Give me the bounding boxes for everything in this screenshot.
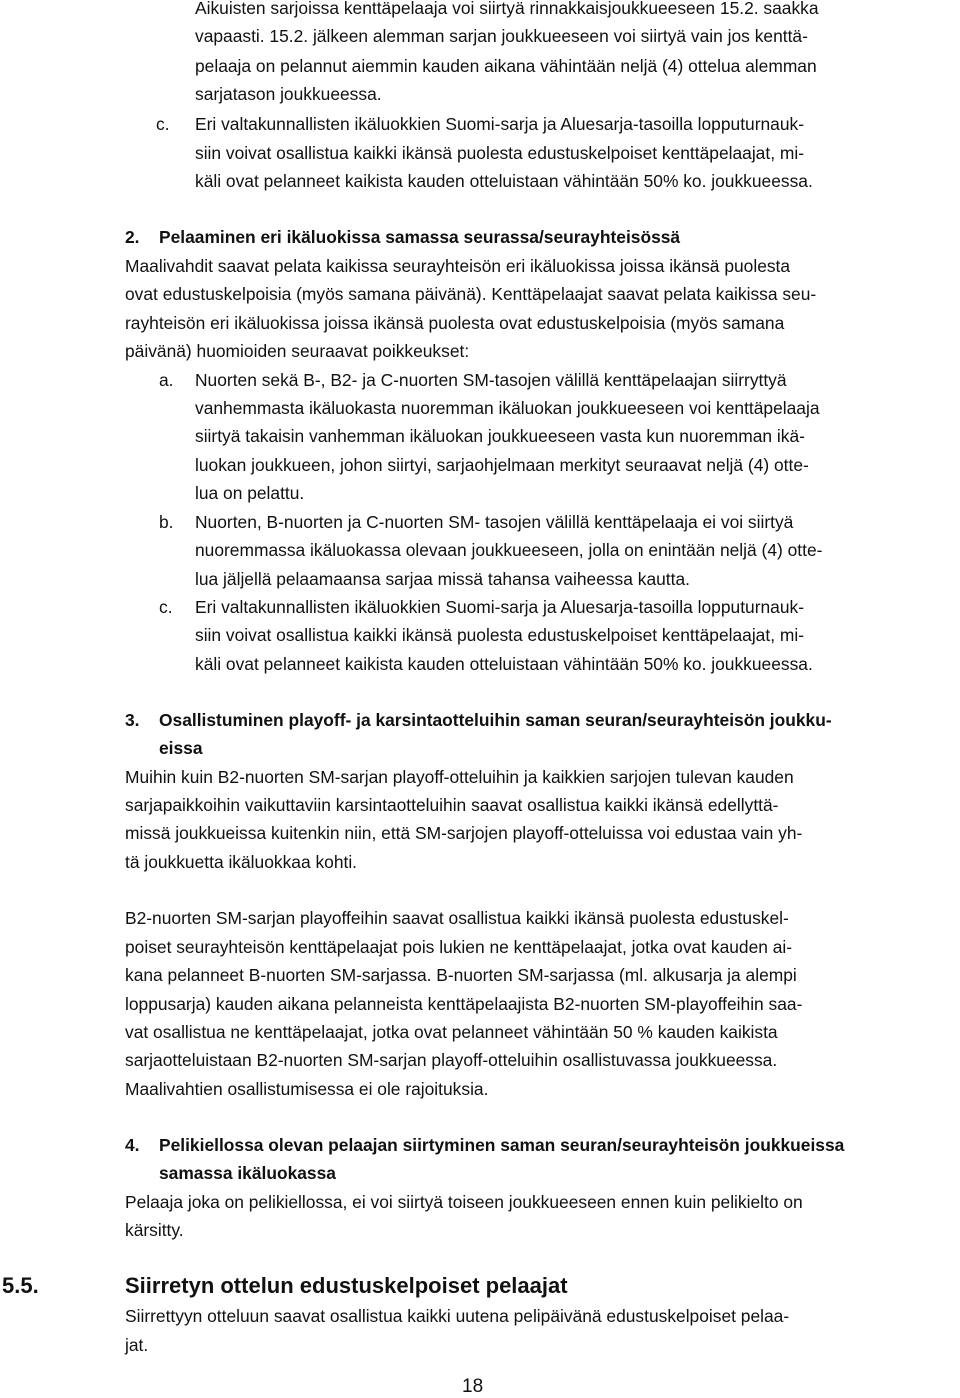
section-heading: Siirretyn ottelun edustuskelpoiset pelaajat	[125, 1273, 568, 1298]
text-line: Eri valtakunnallisten ikäluokkien Suomi-sarja ja Aluesarja-tasoilla lopputurnauk-	[195, 597, 804, 617]
text-line: Maalivahtien osallistumisessa ei ole rajoituksia.	[125, 1079, 489, 1099]
list-marker-b: b.	[159, 512, 174, 532]
text-line: tä joukkuetta ikäluokkaa kohti.	[125, 852, 358, 872]
text-line: siin voivat osallistua kaikki ikänsä puolesta edustuskelpoiset kenttäpelaajat, mi-	[195, 143, 804, 163]
list-marker-a: a.	[159, 370, 174, 390]
text-line: siirtyä takaisin vanhemman ikäluokan joukkueeseen vasta kun nuoremman ikä-	[195, 426, 805, 446]
text-line: sarjatason joukkueessa.	[195, 84, 382, 104]
text-line: Aikuisten sarjoissa kenttäpelaaja voi siirtyä rinnakkaisjoukkueeseen 15.2. saakka	[195, 0, 819, 18]
section-heading: samassa ikäluokassa	[159, 1163, 336, 1183]
text-line: lua jäljellä pelaamaansa sarjaa missä tahansa vaiheessa kautta.	[195, 569, 690, 589]
text-line: jat.	[125, 1335, 149, 1355]
section-number: 2.	[125, 227, 140, 247]
list-marker-c: c.	[156, 114, 170, 134]
text-line: luokan joukkueen, johon siirtyi, sarjaohjelmaan merkityt seuraavat neljä (4) otte-	[195, 455, 809, 475]
section-heading: Pelikiellossa olevan pelaajan siirtyminen saman seuran/seurayhteisön joukkueissa	[159, 1135, 845, 1155]
text-line: Maalivahdit saavat pelata kaikissa seurayhteisön eri ikäluokissa joissa ikänsä puolesta	[125, 256, 791, 276]
text-line: kärsitty.	[125, 1220, 184, 1240]
text-line: poiset seurayhteisön kenttäpelaajat pois lukien ne kenttäpelaajat, jotka ovat kauden ai-	[125, 937, 793, 957]
text-line: siin voivat osallistua kaikki ikänsä puolesta edustuskelpoiset kenttäpelaajat, mi-	[195, 625, 804, 645]
text-line: Pelaaja joka on pelikiellossa, ei voi siirtyä toiseen joukkueeseen ennen kuin pelikielto on	[125, 1192, 803, 1212]
list-marker-c: c.	[159, 597, 173, 617]
text-line: sarjaotteluistaan B2-nuorten SM-sarjan playoff-otteluihin osallistuvassa joukkueessa.	[125, 1050, 778, 1070]
text-line: vat osallistua ne kenttäpelaajat, jotka ovat pelanneet vähintään 50 % kauden kaikista	[125, 1022, 778, 1042]
text-line: nuoremmassa ikäluokassa olevaan joukkueeseen, jolla on enintään neljä (4) otte-	[195, 540, 823, 560]
text-line: Muihin kuin B2-nuorten SM-sarjan playoff-otteluihin ja kaikkien sarjojen tulevan kauden	[125, 767, 794, 787]
text-line: B2-nuorten SM-sarjan playoffeihin saavat osallistua kaikki ikänsä puolesta edustuskel-	[125, 908, 789, 928]
text-line: vanhemmasta ikäluokasta nuoremman ikäluokan joukkueeseen voi kenttäpelaaja	[195, 398, 820, 418]
text-line: käli ovat pelanneet kaikista kauden otteluistaan vähintään 50% ko. joukkueessa.	[195, 171, 813, 191]
page-number: 18	[462, 1376, 484, 1397]
text-line: loppusarja) kauden aikana pelanneista kenttäpelaajista B2-nuorten SM-playoffeihin saa-	[125, 994, 803, 1014]
text-line: käli ovat pelanneet kaikista kauden otteluistaan vähintään 50% ko. joukkueessa.	[195, 654, 813, 674]
text-line: Eri valtakunnallisten ikäluokkien Suomi-sarja ja Aluesarja-tasoilla lopputurnauk-	[195, 114, 804, 134]
section-number: 5.5.	[2, 1273, 39, 1298]
text-line: pelaaja on pelannut aiemmin kauden aikana vähintään neljä (4) ottelua alemman	[195, 56, 817, 76]
text-line: päivänä) huomioiden seuraavat poikkeukset:	[125, 341, 470, 361]
section-heading: Pelaaminen eri ikäluokissa samassa seurassa/seurayhteisössä	[159, 227, 681, 247]
text-line: rayhteisön eri ikäluokissa joissa ikänsä puolesta ovat edustuskelpoisia (myös samana	[125, 313, 785, 333]
text-line: Nuorten sekä B-, B2- ja C-nuorten SM-tasojen välillä kenttäpelaajan siirryttyä	[195, 370, 787, 390]
section-number: 4.	[125, 1135, 140, 1155]
text-line: Nuorten, B-nuorten ja C-nuorten SM- tasojen välillä kenttäpelaaja ei voi siirtyä	[195, 512, 794, 532]
section-heading: Osallistuminen playoff- ja karsintaotteluihin saman seuran/seurayhteisön joukku-	[159, 710, 832, 730]
text-line: vapaasti. 15.2. jälkeen alemman sarjan joukkueeseen voi siirtyä vain jos kenttä-	[195, 26, 808, 46]
text-line: kana pelanneet B-nuorten SM-sarjassa. B-nuorten SM-sarjassa (ml. alkusarja ja alempi	[125, 965, 797, 985]
text-line: lua on pelattu.	[195, 483, 305, 503]
section-number: 3.	[125, 710, 140, 730]
section-heading: eissa	[159, 738, 203, 758]
text-line: missä joukkueissa kuitenkin niin, että SM-sarjojen playoff-otteluissa voi edustaa vain yh-	[125, 823, 803, 843]
text-line: Siirrettyyn otteluun saavat osallistua kaikki uutena pelipäivänä edustuskelpoiset pelaa-	[125, 1306, 790, 1326]
text-line: ovat edustuskelpoisia (myös samana päivänä). Kenttäpelaajat saavat pelata kaikissa seu-	[125, 284, 817, 304]
text-line: sarjapaikkoihin vaikuttaviin karsintaotteluihin saavat osallistua kaikki ikänsä edellyttä-	[125, 795, 779, 815]
